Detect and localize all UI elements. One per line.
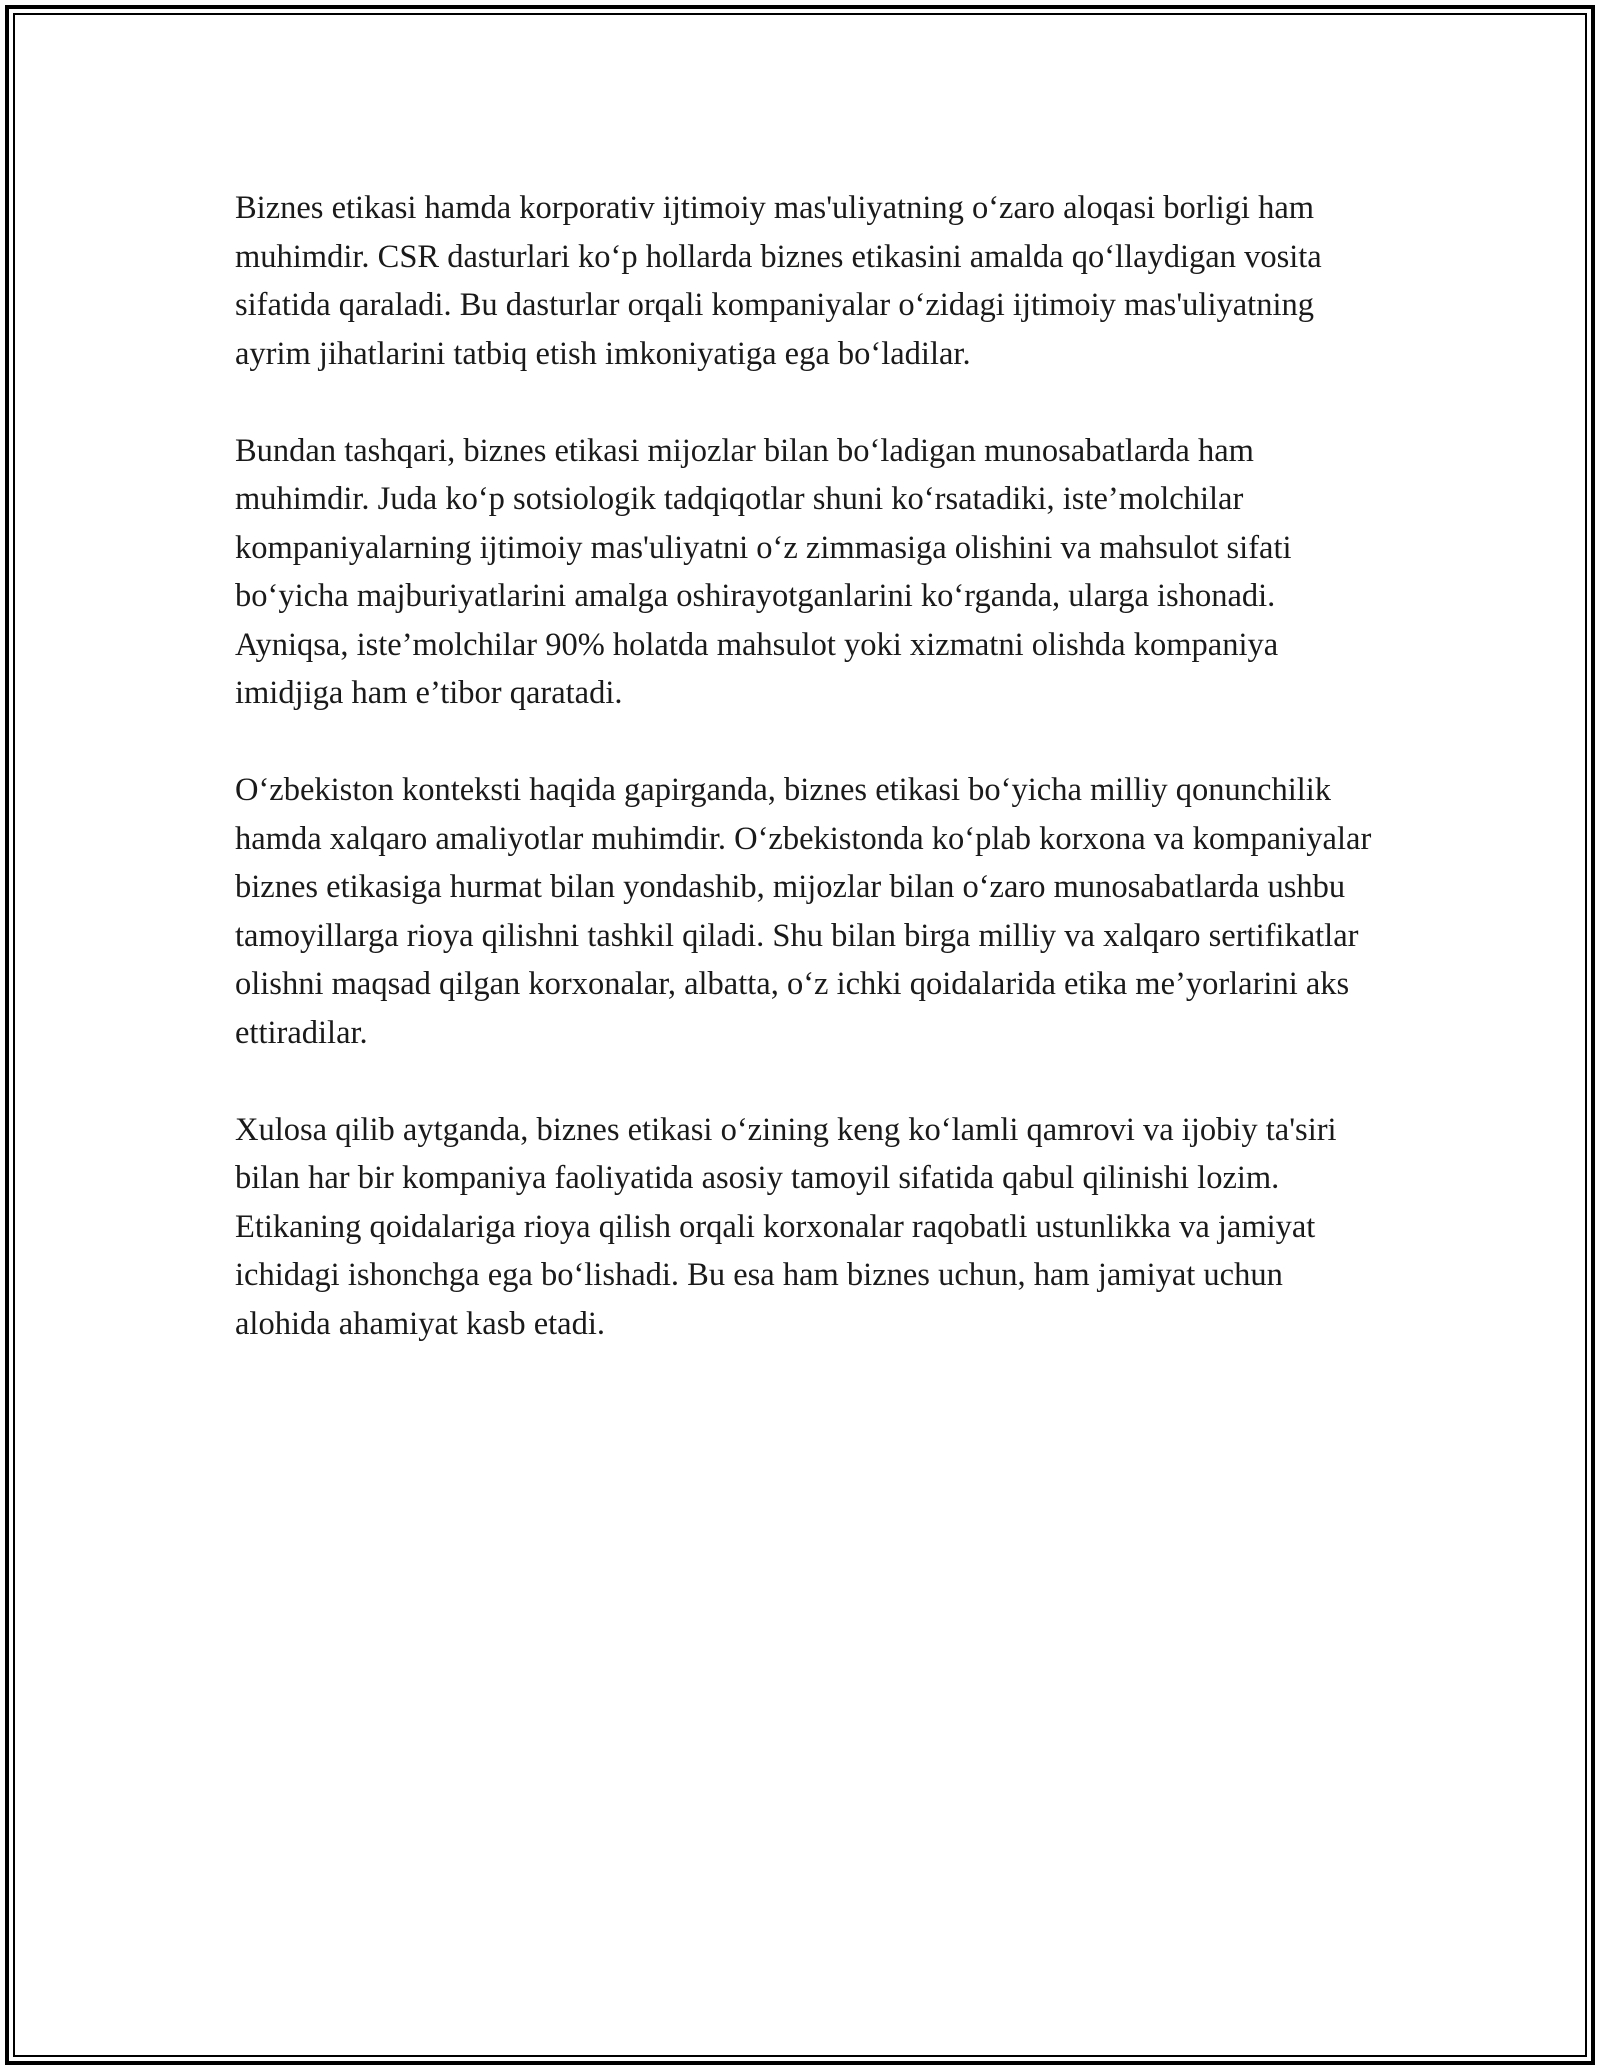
paragraph-conclusion: Xulosa qilib aytganda, biznes etikasi o‘zining keng ko‘lamli qamrovi va ijobiy ta'siri bilan har bir kompaniya faoliyatida asosiy tamoyil sifatida qabul qilinishi lozim. Etikaning qoidalariga rioya qilish orqali korxonalar raqobatli ustunlikka va jamiyat ichidagi ishonchga ega bo‘lishadi. Bu esa ham biznes uchun, ham jamiyat uchun alohida ahamiyat kasb etadi. [235,1111,1337,1342]
paragraph-csr-relation: Biznes etikasi hamda korporativ ijtimoiy mas'uliyatning o‘zaro aloqasi borligi ham muhimdir. CSR dasturlari ko‘p hollarda biznes etikasini amalda qo‘llaydigan vosita sifatida qaraladi. Bu dasturlar orqali kompaniyalar o‘zidagi ijtimoiy mas'uliyatning ayrim jihatlarini tatbiq etish imkoniyatiga ega bo‘ladilar. [235,190,1322,372]
document-body [235,184,1375,1397]
paragraph-customer-relations: Bundan tashqari, biznes etikasi mijozlar bilan bo‘ladigan munosabatlarda ham muhimdir. Juda ko‘p sotsiologik tadqiqotlar shuni ko‘rsatadiki, iste’molchilar kompaniyalarning ijtimoiy mas'uliyatni o‘z zimmasiga olishini va mahsulot sifati bo‘yicha majburiyatlarini amalga oshirayotganlarini ko‘rganda, ularga ishonadi. Ayniqsa, iste’molchilar 90% holatda mahsulot yoki xizmatni olishda kompaniya imidjiga ham e’tibor qaratadi. [235,432,1292,711]
paragraph-uzbekistan-context: O‘zbekiston konteksti haqida gapirganda, biznes etikasi bo‘yicha milliy qonunchilik hamda xalqaro amaliyotlar muhimdir. O‘zbekistonda ko‘plab korxona va kompaniyalar biznes etikasiga hurmat bilan yondashib, mijozlar bilan o‘zaro munosabatlarda ushbu tamoyillarga rioya qilishni tashkil qiladi. Shu bilan birga milliy va xalqaro sertifikatlar olishni maqsad qilgan korxonalar, albatta, o‘z ichki qoidalarida etika me’yorlarini aks ettiradilar. [235,772,1372,1051]
